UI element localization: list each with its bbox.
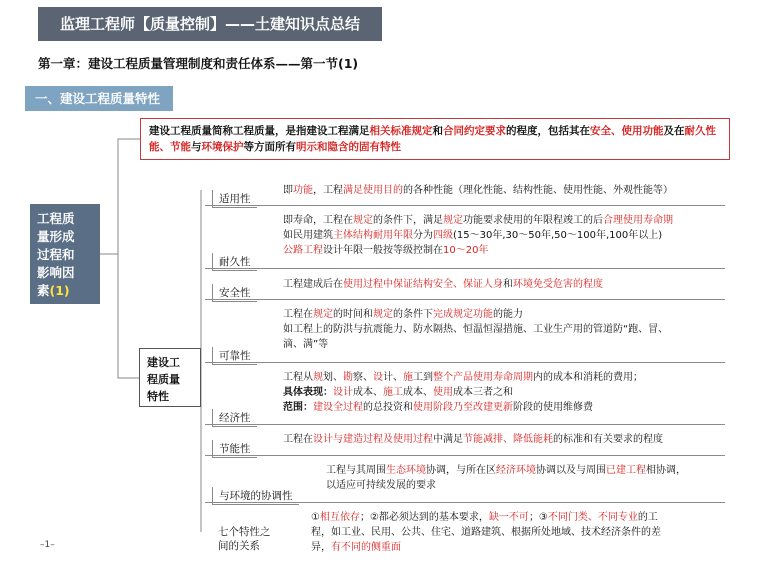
page-number: –1–: [40, 540, 55, 550]
category-applicability: 适用性: [212, 190, 257, 208]
section-heading: 一、建设工程质量特性: [25, 86, 173, 111]
divider: [205, 268, 725, 269]
divider: [205, 205, 725, 206]
page-title: 监理工程师【质量控制】——土建知识点总结: [38, 7, 382, 41]
durability-text: 即寿命，工程在规定的条件下，满足规定功能要求使用的年限程竣工的后合理使用寿命期 如民用建筑主体结构耐用年限分为四级(15～30年,30～50年,50～100年,100年以上) 公路工程设计年限一般按等级控制在10～20年: [283, 215, 673, 256]
divider: [205, 502, 725, 503]
category-economy: 经济性: [212, 409, 257, 427]
divider: [205, 362, 725, 363]
safety-text: 工程建成后在使用过程中保证结构安全、保证人身和环境免受危害的程度: [283, 279, 603, 290]
subtopic-node: 建设工 程质量 特性: [139, 348, 201, 407]
divider: [205, 299, 725, 300]
energy-saving-text: 工程在设计与建造过程及使用过程中满足节能减排、降低能耗的标准和有关要求的程度: [283, 434, 663, 445]
environment-harmony-text: 工程与其周围生态环境协调，与所在区经济环境协调以及与周围已建工程相协调， 以适应可持续发展的要求: [326, 465, 686, 491]
category-safety: 安全性: [212, 284, 257, 302]
category-energy-saving: 节能性: [212, 440, 257, 458]
relationships-text: ①相互依存；②都必须达到的基本要求，缺一不可；③不同门类、不同专业的工 程，如工业、民用、公共、住宅、道路建筑、根据所处地域、技术经济条件的差 异，有不同的侧重面: [311, 512, 661, 553]
category-environment-harmony: 与环境的协调性: [212, 487, 299, 505]
main-topic-node: 工程质 量形成 过程和 影响因 素(1): [30, 204, 100, 304]
applicability-text: 即功能，工程满足使用目的的各种性能（理化性能、结构性能、使用性能、外观性能等）: [283, 185, 673, 196]
category-reliability: 可靠性: [212, 347, 257, 365]
category-relationships: 七个特性之 间的关系: [218, 526, 271, 552]
category-durability: 耐久性: [212, 253, 257, 271]
economy-text: 工程从规划、勘察、设计、施工到整个产品使用寿命周期内的成本和消耗的费用； 具体表现：设计成本、施工成本、使用成本三者之和 范围：建设全过程的总投资和使用阶段乃至改建更新阶段的使用维修费: [283, 372, 643, 413]
chapter-heading: 第一章：建设工程质量管理制度和责任体系——第一节(1): [38, 56, 359, 71]
divider: [205, 424, 725, 425]
definition-box: 建设工程质量简称工程质量，是指建设工程满足相关标准规定和合同约定要求的程度，包括其在安全、使用功能及在耐久性能、节能与环境保护等方面所有明示和隐含的固有特性: [140, 118, 730, 160]
reliability-text: 工程在规定的时间和规定的条件下完成规定功能的能力 如工程上的防洪与抗震能力、防水隔热、恒温恒湿措施、工业生产用的管道防“跑、冒、 滴、满”等: [283, 309, 669, 350]
divider: [205, 455, 725, 456]
